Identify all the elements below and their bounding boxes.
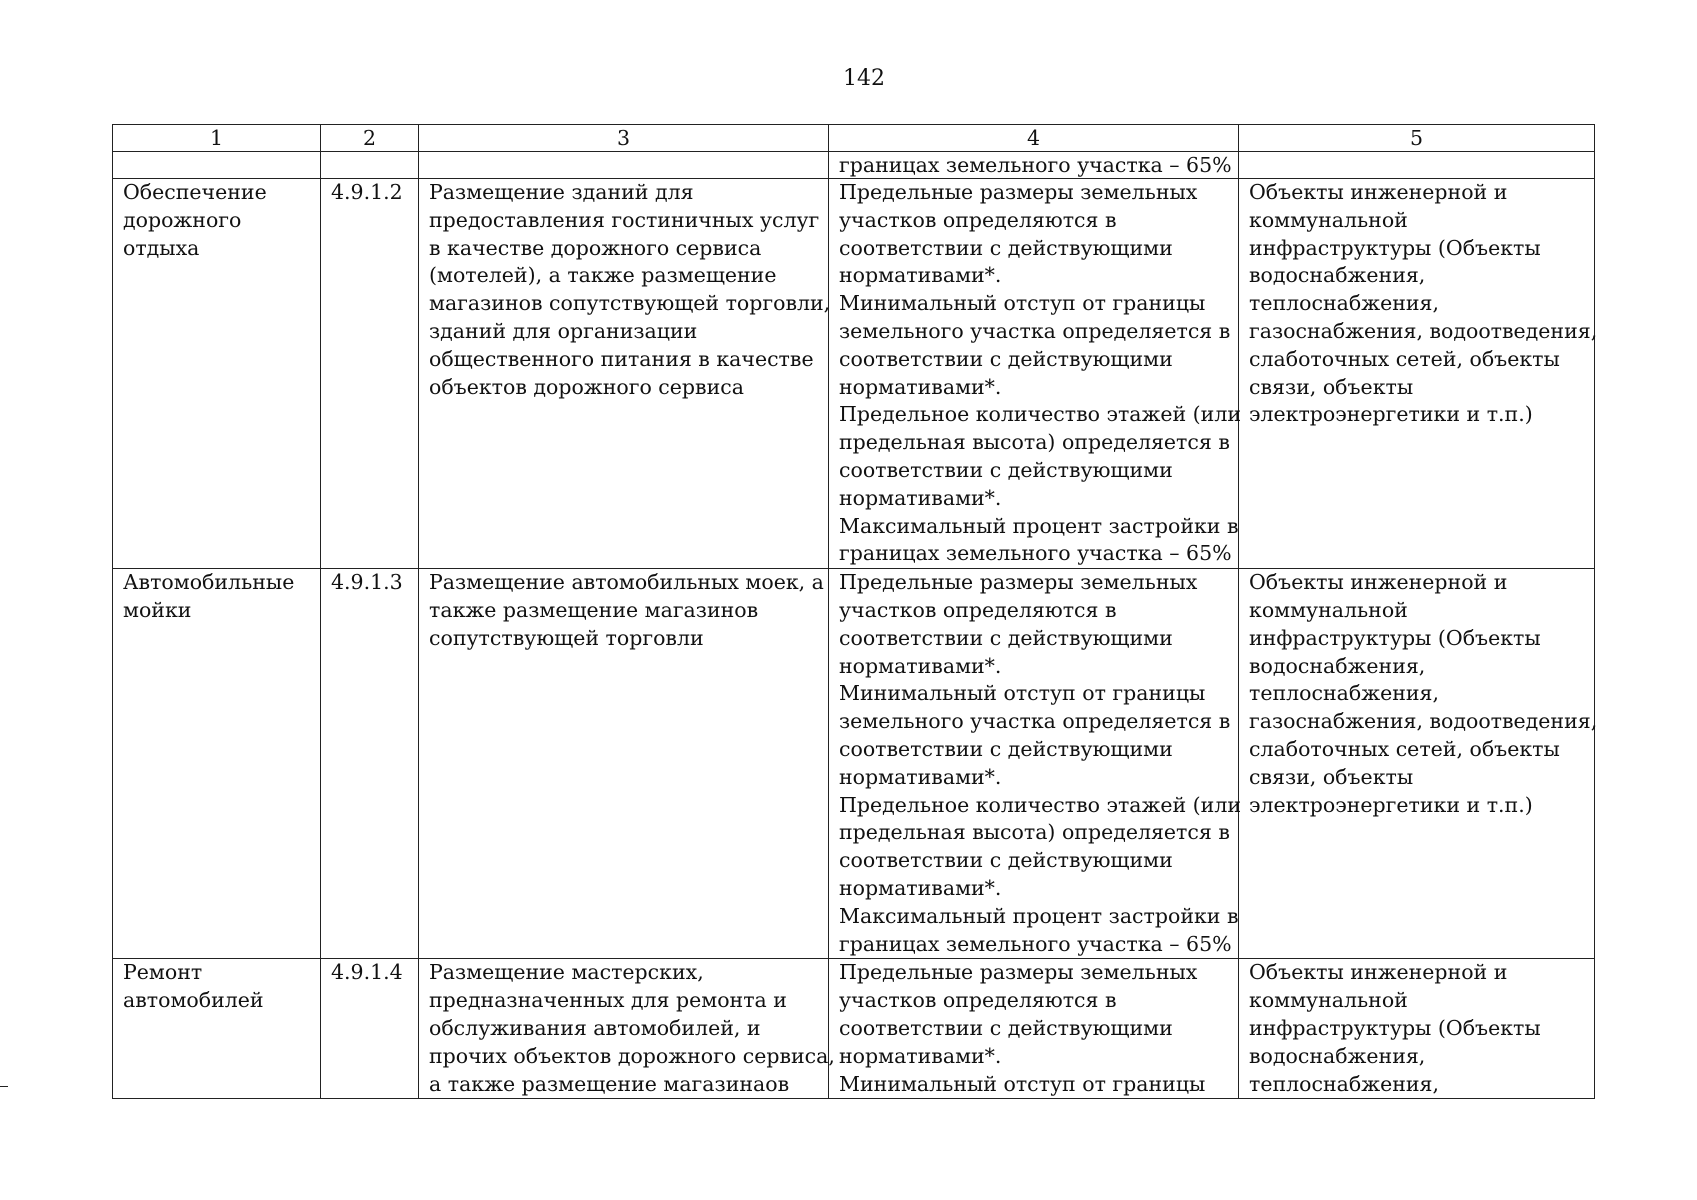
text-line: водоснабжения, — [1249, 653, 1426, 678]
header-row — [113, 125, 1595, 152]
cell-parameters — [829, 179, 1242, 569]
text-line: Предельное количество этажей (или — [839, 792, 1242, 817]
text-line: Максимальный процент застройки в — [839, 903, 1239, 928]
text-line: слаботочных сетей, объекты — [1249, 736, 1560, 761]
text-line: инфраструктуры (Объекты — [1249, 235, 1541, 260]
cell-use-name — [113, 569, 321, 959]
text-line: Предельные размеры земельных — [839, 960, 1198, 985]
text-line: в качестве дорожного сервиса — [429, 235, 762, 260]
text-line: теплоснабжения, — [1249, 1071, 1439, 1096]
text-line: прочих объектов дорожного сервиса, — [429, 1043, 835, 1068]
text-line: Размещение мастерских, — [429, 960, 704, 985]
text-line: соответствии с действующими — [839, 235, 1173, 260]
text-line: коммунальной — [1249, 207, 1408, 232]
text-line: Предельное количество этажей (или — [839, 402, 1242, 427]
text-line: а также размещение магазинаов — [429, 1071, 790, 1096]
text-line: участков определяются в — [839, 207, 1117, 232]
header-col-3: 3 — [419, 125, 829, 152]
text-line: автомобилей — [123, 988, 264, 1013]
text-line: теплоснабжения, — [1249, 291, 1439, 316]
text-line: Размещение зданий для — [429, 180, 694, 204]
text-line: отдыха — [123, 235, 200, 260]
text-line: электроэнергетики и т.п.) — [1249, 792, 1533, 817]
cell-code: 4.9.1.2 — [321, 179, 419, 569]
text-line: сопутствующей торговли — [429, 625, 704, 650]
text-line: участков определяются в — [839, 597, 1117, 622]
text-line: нормативами*. — [839, 875, 1002, 900]
text-line: предоставления гостиничных услуг — [429, 207, 820, 232]
cell-description — [419, 959, 835, 1099]
text-line: Максимальный процент застройки в — [839, 513, 1239, 538]
text-line: инфраструктуры (Объекты — [1249, 1015, 1541, 1040]
cell-use-name — [113, 959, 321, 1099]
cell-description — [419, 569, 829, 959]
cell-description — [419, 179, 829, 569]
text-line: предельная высота) определяется в — [839, 430, 1230, 455]
text-line: границах земельного участка – 65% — [839, 931, 1232, 956]
text-line: предназначенных для ремонта и — [429, 988, 787, 1013]
text-line: нормативами*. — [839, 374, 1002, 399]
text-line: Объекты инженерной и — [1249, 570, 1508, 595]
text-line: соответствии с действующими — [839, 625, 1173, 650]
text-line: магазинов сопутствующей торговли, — [429, 291, 831, 316]
text-line: газоснабжения, водоотведения, — [1249, 709, 1598, 734]
text-line: нормативами*. — [839, 1043, 1002, 1068]
header-col-5: 5 — [1239, 125, 1595, 152]
text-line: земельного участка определяется в — [839, 709, 1231, 734]
text-line: коммунальной — [1249, 597, 1408, 622]
cell-empty — [321, 152, 419, 179]
text-line: Минимальный отступ от границы — [839, 1071, 1206, 1096]
table-row — [113, 959, 1595, 1099]
text-line: Размещение автомобильных моек, а — [429, 570, 824, 595]
margin-mark — [0, 1086, 8, 1087]
text-line: соответствии с действующими — [839, 848, 1173, 873]
cell-use-name — [113, 179, 321, 569]
text-line: участков определяются в — [839, 988, 1117, 1013]
cell-empty — [113, 152, 321, 179]
cell-parameters — [829, 959, 1239, 1099]
text-line: нормативами*. — [839, 263, 1002, 288]
text-line: предельная высота) определяется в — [839, 820, 1230, 845]
text-line: соответствии с действующими — [839, 346, 1173, 371]
text-line: нормативами*. — [839, 485, 1002, 510]
header-col-2: 2 — [321, 125, 419, 152]
page-number: 142 — [843, 66, 885, 91]
text-line: общественного питания в качестве — [429, 346, 814, 371]
text-line: коммунальной — [1249, 988, 1408, 1013]
text-line: Автомобильные — [123, 570, 295, 595]
cell-auxiliary — [1239, 179, 1598, 569]
text-line: инфраструктуры (Объекты — [1249, 625, 1541, 650]
text-line: газоснабжения, водоотведения, — [1249, 318, 1598, 343]
text-line: водоснабжения, — [1249, 263, 1426, 288]
text-line: Обеспечение — [123, 180, 267, 204]
cell-empty — [419, 152, 829, 179]
text-line: нормативами*. — [839, 764, 1002, 789]
text-line: границах земельного участка – 65% — [839, 541, 1232, 566]
cell-parameters — [829, 569, 1242, 959]
cell-auxiliary — [1239, 959, 1595, 1099]
text-line: водоснабжения, — [1249, 1043, 1426, 1068]
header-col-4: 4 — [829, 125, 1239, 152]
regulations-table — [112, 124, 1598, 1099]
continuation-text: границах земельного участка – 65% — [829, 152, 1239, 179]
cell-code: 4.9.1.3 — [321, 569, 419, 959]
text-line: дорожного — [123, 207, 242, 232]
text-line: связи, объекты — [1249, 374, 1414, 399]
text-line: зданий для организации — [429, 318, 698, 343]
text-line: соответствии с действующими — [839, 736, 1173, 761]
text-line: мойки — [123, 597, 192, 622]
cell-code: 4.9.1.4 — [321, 959, 419, 1099]
text-line: земельного участка определяется в — [839, 318, 1231, 343]
continuation-row — [113, 152, 1595, 179]
text-line: Минимальный отступ от границы — [839, 291, 1206, 316]
header-col-1: 1 — [113, 125, 321, 152]
text-line: Объекты инженерной и — [1249, 180, 1508, 204]
text-line: нормативами*. — [839, 653, 1002, 678]
text-line: Объекты инженерной и — [1249, 960, 1508, 985]
text-line: Предельные размеры земельных — [839, 570, 1198, 595]
text-line: электроэнергетики и т.п.) — [1249, 402, 1533, 427]
text-line: соответствии с действующими — [839, 457, 1173, 482]
text-line: связи, объекты — [1249, 764, 1414, 789]
text-line: слаботочных сетей, объекты — [1249, 346, 1560, 371]
text-line: соответствии с действующими — [839, 1015, 1173, 1040]
text-line: Ремонт — [123, 960, 203, 985]
table-row — [113, 179, 1595, 569]
text-line: объектов дорожного сервиса — [429, 374, 744, 399]
table-row — [113, 569, 1595, 959]
cell-empty — [1239, 152, 1595, 179]
text-line: (мотелей), а также размещение — [429, 263, 777, 288]
text-line: также размещение магазинов — [429, 597, 759, 622]
text-line: обслуживания автомобилей, и — [429, 1015, 761, 1040]
text-line: Предельные размеры земельных — [839, 180, 1198, 204]
cell-auxiliary — [1239, 569, 1598, 959]
text-line: Минимальный отступ от границы — [839, 681, 1206, 706]
text-line: теплоснабжения, — [1249, 681, 1439, 706]
